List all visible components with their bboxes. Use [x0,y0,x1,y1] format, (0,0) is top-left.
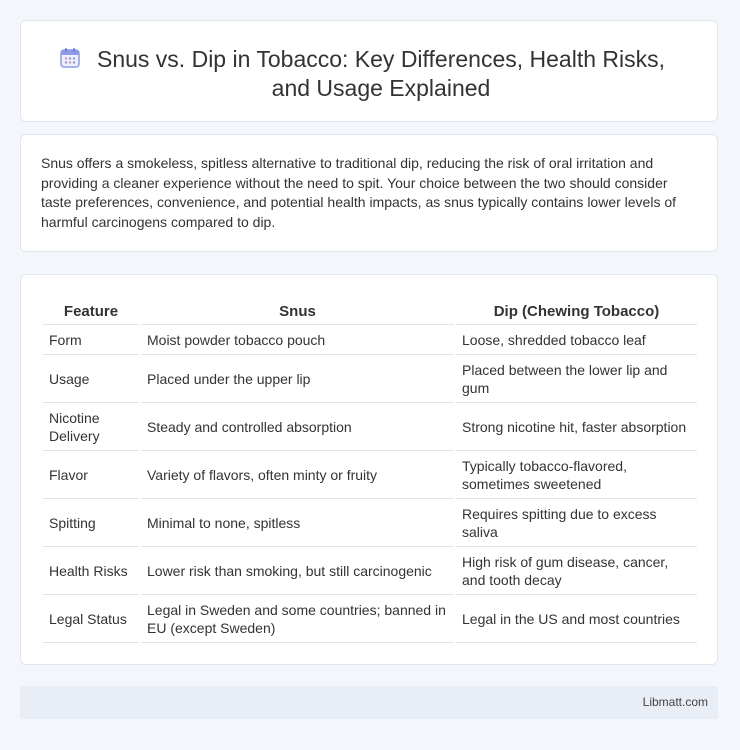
comparison-table [43,296,697,643]
row-dip: Requires spitting due to excess saliva [455,499,697,547]
title-card [20,20,718,122]
row-dip: Typically tobacco-flavored, sometimes sweetened [455,451,697,499]
table-row [43,595,697,643]
row-snus: Steady and controlled absorption [140,403,455,451]
column-header-dip: Dip (Chewing Tobacco) [455,296,697,325]
table-row [43,499,697,547]
footer-site-link[interactable]: Libmatt.com [642,695,708,709]
row-snus: Variety of flavors, often minty or fruity [140,451,455,499]
table-row [43,451,697,499]
row-dip: Legal in the US and most countries [455,595,697,643]
table-row [43,325,697,355]
table-row [43,355,697,403]
page-title: Snus vs. Dip in Tobacco: Key Differences, Health Risks, and Usage Explained [96,46,665,101]
row-feature: Nicotine Delivery [43,403,140,451]
table-row [43,403,697,451]
row-dip: High risk of gum disease, cancer, and tooth decay [455,547,697,595]
column-header-feature: Feature [43,296,140,325]
table-header-row [43,296,697,325]
table-row [43,547,697,595]
row-snus: Moist powder tobacco pouch [140,325,455,355]
row-snus: Lower risk than smoking, but still carcinogenic [140,547,455,595]
row-feature: Spitting [43,499,140,547]
column-header-snus: Snus [140,296,455,325]
row-feature: Legal Status [43,595,140,643]
row-snus: Placed under the upper lip [140,355,455,403]
row-feature: Usage [43,355,140,403]
row-snus: Minimal to none, spitless [140,499,455,547]
comparison-table-card [20,274,718,665]
intro-paragraph: Snus offers a smokeless, spitless alternative to traditional dip, reducing the risk of oral irritation and providing a cleaner experience without the need to spit. Your choice between the two should consider taste preferences, convenience, and potential health impacts, as snus typically contains lower levels of harmful carcinogens compared to dip. [41,155,677,230]
row-feature: Flavor [43,451,140,499]
row-dip: Loose, shredded tobacco leaf [455,325,697,355]
row-dip: Placed between the lower lip and gum [455,355,697,403]
footer-bar [20,686,718,719]
row-feature: Health Risks [43,547,140,595]
row-feature: Form [43,325,140,355]
intro-card [20,134,718,252]
row-dip: Strong nicotine hit, faster absorption [455,403,697,451]
row-snus: Legal in Sweden and some countries; banned in EU (except Sweden) [140,595,455,643]
